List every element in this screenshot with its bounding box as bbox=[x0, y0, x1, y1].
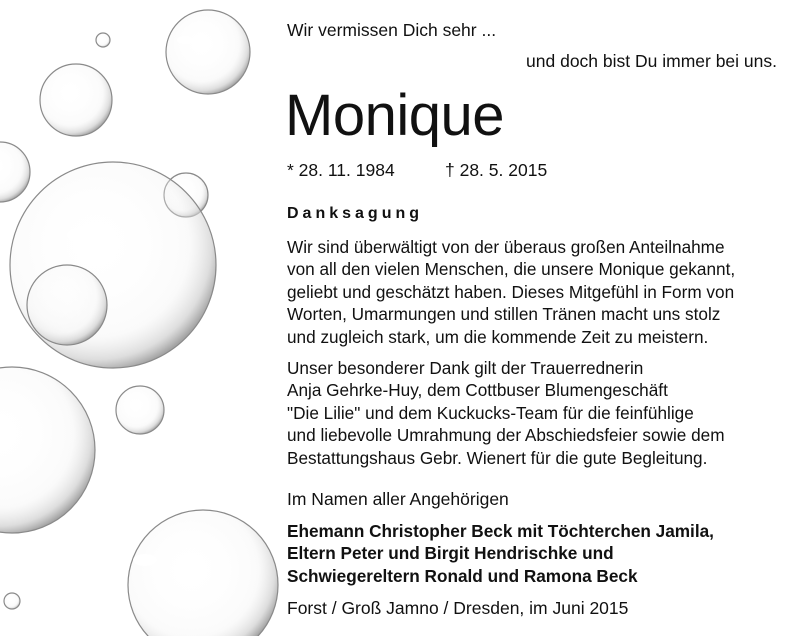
deceased-name: Monique bbox=[285, 83, 504, 148]
death-date: † 28. 5. 2015 bbox=[445, 160, 548, 180]
family-line: Schwiegereltern Ronald und Ramona Beck bbox=[287, 565, 638, 586]
paragraph-line: Worten, Umarmungen und stillen Tränen macht uns stolz bbox=[287, 304, 721, 325]
paragraph-line: von all den vielen Menschen, die unsere Monique gekannt, bbox=[287, 259, 736, 280]
family-line: Eltern Peter und Birgit Hendrischke und bbox=[287, 543, 614, 564]
paragraph-line: "Die Lilie" und dem Kuckucks-Team für die feinfühlige bbox=[287, 402, 694, 423]
bubble bbox=[0, 367, 95, 533]
intro-line-2: und doch bist Du immer bei uns. bbox=[526, 51, 777, 71]
bubble bbox=[0, 142, 30, 202]
paragraph-line: Anja Gehrke-Huy, dem Cottbuser Blumengeschäft bbox=[287, 380, 668, 401]
family-names bbox=[287, 520, 714, 587]
bubble bbox=[27, 265, 107, 345]
paragraph-thanks bbox=[287, 236, 735, 348]
signoff-intro: Im Namen aller Angehörigen bbox=[287, 489, 509, 509]
bubble-decoration bbox=[0, 0, 280, 636]
birth-date: * 28. 11. 1984 bbox=[287, 160, 395, 180]
paragraph-line: Unser besonderer Dank gilt der Trauerrednerin bbox=[287, 358, 644, 378]
paragraph-line: geliebt und geschätzt haben. Dieses Mitgefühl in Form von bbox=[287, 281, 735, 302]
paragraph-line: und zugleich stark, um die kommende Zeit zu meistern. bbox=[287, 326, 709, 347]
paragraph-special-thanks bbox=[287, 357, 725, 469]
bubble bbox=[40, 64, 112, 136]
bubble bbox=[166, 10, 250, 94]
bubble bbox=[128, 510, 278, 636]
bubble bbox=[4, 593, 20, 609]
bubble bbox=[96, 33, 110, 47]
family-line: Ehemann Christopher Beck mit Töchterchen Jamila, bbox=[287, 521, 714, 541]
bubble bbox=[116, 386, 164, 434]
place-date: Forst / Groß Jamno / Dresden, im Juni 2015 bbox=[287, 598, 629, 618]
paragraph-line: Bestattungshaus Gebr. Wienert für die gute Begleitung. bbox=[287, 447, 708, 468]
bubble bbox=[10, 162, 216, 368]
heading-danksagung: Danksagung bbox=[287, 205, 424, 222]
intro-line: Wir vermissen Dich sehr ... bbox=[287, 20, 497, 40]
paragraph-line: Wir sind überwältigt von der überaus großen Anteilnahme bbox=[287, 237, 725, 257]
paragraph-line: und liebevolle Umrahmung der Abschiedsfeier sowie dem bbox=[287, 425, 725, 446]
